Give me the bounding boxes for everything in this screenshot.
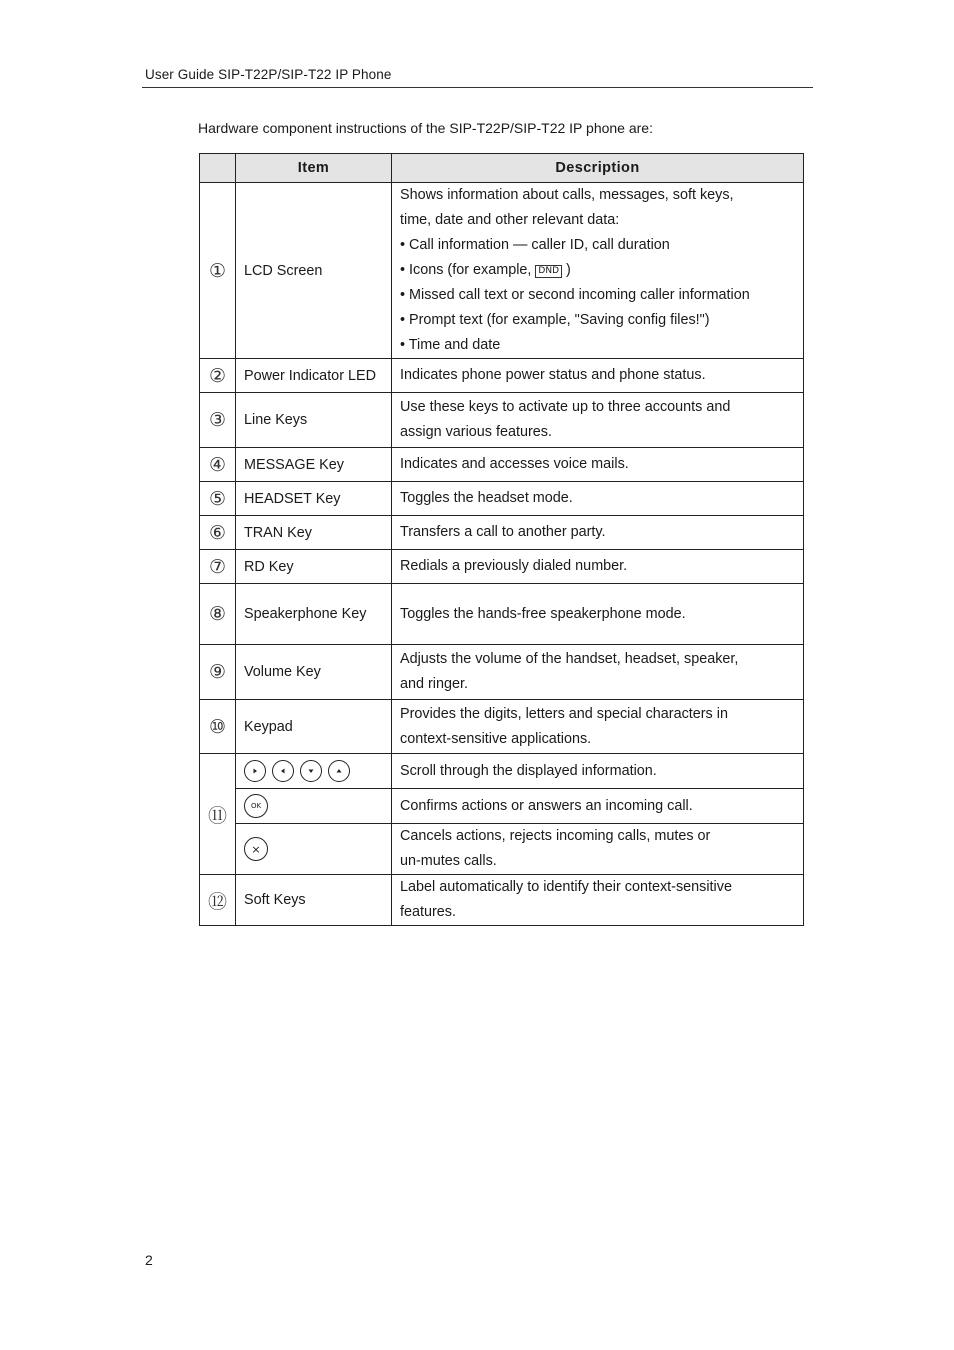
desc-line: Use these keys to activate up to three accounts and (400, 399, 731, 415)
desc-line: Provides the digits, letters and special characters in (400, 705, 728, 722)
table-row (200, 584, 804, 645)
desc-line-icons (400, 258, 795, 283)
row-description (392, 359, 804, 393)
page-number: 2 (145, 1252, 153, 1268)
row-number: ① (200, 183, 236, 359)
row-description (392, 584, 804, 645)
table-row (200, 482, 804, 516)
table-row (200, 393, 804, 448)
table-row (200, 645, 804, 700)
desc-text: • Icons (for example, (400, 262, 532, 278)
cancel-key-icon: × (244, 837, 268, 861)
header-number-cell (200, 154, 236, 183)
table-row (200, 448, 804, 482)
desc-line: Transfers a call to another party. (400, 524, 606, 540)
table-row (200, 516, 804, 550)
row-description (392, 700, 804, 754)
header-item: Item (236, 154, 392, 183)
row-number: ⑫ (200, 875, 236, 926)
desc-line: Shows information about calls, messages, soft keys, (400, 187, 734, 203)
desc-line: Scroll through the displayed information. (400, 762, 657, 779)
desc-line: Label automatically to identify their context-sensitive (400, 879, 732, 895)
row-number: ⑥ (200, 516, 236, 550)
desc-line: Redials a previously dialed number. (400, 558, 628, 574)
desc-line: Indicates phone power status and phone status. (400, 367, 706, 383)
header-rule (142, 87, 813, 88)
row-number: ⑩ (200, 700, 236, 754)
desc-line: • Time and date (400, 337, 501, 353)
table-row (200, 875, 804, 926)
table-header-row (200, 154, 804, 183)
row-item: Volume Key (236, 645, 392, 700)
row-item: TRAN Key (236, 516, 392, 550)
row-number: ④ (200, 448, 236, 482)
row-number: ② (200, 359, 236, 393)
desc-line: • Call information — caller ID, call duration (400, 237, 670, 253)
table-row (200, 754, 804, 789)
table-row (200, 183, 804, 359)
row-description (392, 875, 804, 926)
desc-line: Toggles the hands-free speakerphone mode. (400, 605, 686, 622)
row-number: ⑤ (200, 482, 236, 516)
table-row (200, 824, 804, 875)
desc-line: Confirms actions or answers an incoming call. (400, 797, 693, 814)
row-item: Soft Keys (236, 875, 392, 926)
table-row (200, 550, 804, 584)
row-item: HEADSET Key (236, 482, 392, 516)
row-description (392, 516, 804, 550)
desc-line: Toggles the headset mode. (400, 490, 573, 506)
row-description (392, 824, 804, 875)
row-description (392, 645, 804, 700)
row-description (392, 550, 804, 584)
row-number: ⑦ (200, 550, 236, 584)
desc-line: • Prompt text (for example, "Saving config files!") (400, 312, 710, 328)
desc-line: un-mutes calls. (400, 853, 497, 869)
dnd-icon: DND (535, 265, 562, 278)
table-row (200, 789, 804, 824)
hardware-component-table (199, 153, 804, 926)
desc-line: context-sensitive applications. (400, 730, 592, 747)
desc-line: and ringer. (400, 676, 469, 692)
row-item: LCD Screen (236, 183, 392, 359)
row-description (392, 183, 804, 359)
left-arrow-key-icon (272, 760, 294, 782)
row-description (392, 789, 804, 824)
row-item: Power Indicator LED (236, 359, 392, 393)
row-item: Keypad (236, 700, 392, 754)
desc-line: • Missed call text or second incoming caller information (400, 287, 750, 303)
row-item: Speakerphone Key (236, 584, 392, 645)
desc-line: Indicates and accesses voice mails. (400, 456, 629, 472)
row-item-cancel-key (236, 824, 392, 875)
desc-line: features. (400, 904, 456, 920)
running-header: User Guide SIP-T22P/SIP-T22 IP Phone (145, 67, 392, 82)
table-row (200, 700, 804, 754)
desc-line: Cancels actions, rejects incoming calls, mutes or (400, 828, 711, 844)
row-number: ⑨ (200, 645, 236, 700)
row-description (392, 754, 804, 789)
ok-key-icon: OK (244, 794, 268, 818)
desc-line: assign various features. (400, 424, 552, 440)
header-description: Description (392, 154, 804, 183)
down-arrow-key-icon (300, 760, 322, 782)
desc-text: ) (566, 262, 571, 278)
row-item: RD Key (236, 550, 392, 584)
right-arrow-key-icon (244, 760, 266, 782)
row-description (392, 482, 804, 516)
up-arrow-key-icon (328, 760, 350, 782)
row-item: Line Keys (236, 393, 392, 448)
row-number: ⑪ (200, 754, 236, 875)
row-item-ok-key (236, 789, 392, 824)
row-item-navigation-keys (236, 754, 392, 789)
row-item: MESSAGE Key (236, 448, 392, 482)
row-number: ③ (200, 393, 236, 448)
intro-paragraph: Hardware component instructions of the SIP-T22P/SIP-T22 IP phone are: (198, 120, 653, 136)
row-description (392, 393, 804, 448)
table-row (200, 359, 804, 393)
desc-line: Adjusts the volume of the handset, headset, speaker, (400, 651, 739, 667)
row-description (392, 448, 804, 482)
desc-line: time, date and other relevant data: (400, 212, 620, 228)
row-number: ⑧ (200, 584, 236, 645)
